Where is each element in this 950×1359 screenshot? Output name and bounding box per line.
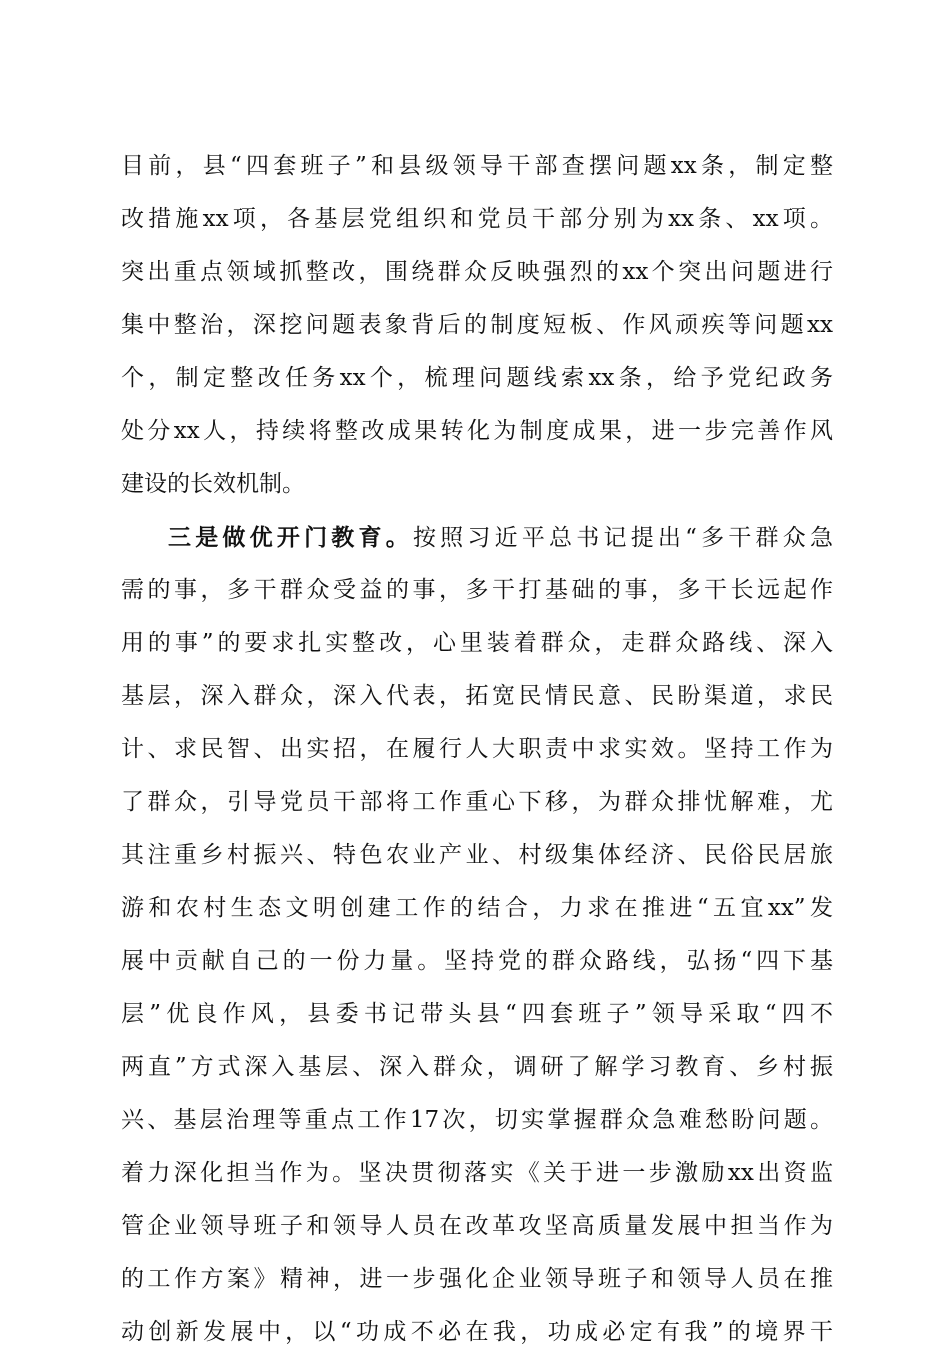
text-line: 展中贡献自己的一份力量。坚持党的群众路线，弘扬“四下基 — [121, 948, 833, 974]
text-line: 集中整治，深挖问题表象背后的制度短板、作风顽疾等问题xx — [121, 312, 833, 338]
text-line: 个，制定整改任务xx个，梳理问题线索xx条，给予党纪政务 — [121, 365, 833, 391]
document-body — [121, 140, 833, 1359]
text-line: 建设的长效机制。 — [121, 471, 305, 497]
text-line: 的工作方案》精神，进一步强化企业领导班子和领导人员在推 — [121, 1266, 833, 1292]
text-line: 动创新发展中，以“功成不必在我，功成必定有我”的境界干 — [121, 1319, 833, 1345]
text-line: 改措施xx项，各基层党组织和党员干部分别为xx条、xx项。 — [121, 206, 833, 232]
text-line: 处分xx人，持续将整改成果转化为制度成果，进一步完善作风 — [121, 418, 833, 444]
text-line: 两直”方式深入基层、深入群众，调研了解学习教育、乡村振 — [121, 1054, 833, 1080]
text-line: 用的事”的要求扎实整改，心里装着群众，走群众路线、深入 — [121, 630, 833, 656]
text-line: 兴、基层治理等重点工作17次，切实掌握群众急难愁盼问题。 — [121, 1107, 833, 1133]
text-line: 目前，县“四套班子”和县级领导干部查摆问题xx条，制定整 — [121, 153, 833, 179]
text-line: 管企业领导班子和领导人员在改革攻坚高质量发展中担当作为 — [121, 1213, 833, 1239]
text-line: 突出重点领域抓整改，围绕群众反映强烈的xx个突出问题进行 — [121, 259, 833, 285]
text-line: 着力深化担当作为。坚决贯彻落实《关于进一步激励xx出资监 — [121, 1160, 833, 1186]
text-line: 层”优良作风，县委书记带头县“四套班子”领导采取“四不 — [121, 1001, 833, 1027]
text-line: 其注重乡村振兴、特色农业产业、村级集体经济、民俗民居旅 — [121, 842, 833, 868]
text-line: 游和农村生态文明创建工作的结合，力求在推进“五宜xx”发 — [121, 895, 833, 921]
paragraph-heading: 三是做优开门教育。 — [168, 524, 413, 551]
text-line: 计、求民智、出实招，在履行人大职责中求实效。坚持工作为 — [121, 736, 833, 762]
text-line: 基层，深入群众，深入代表，拓宽民情民意、民盼渠道，求民 — [121, 683, 833, 709]
paragraph-first-line — [121, 511, 833, 564]
paragraph-first-text: 按照习近平总书记提出“多干群众急 — [412, 525, 833, 551]
text-line: 需的事，多干群众受益的事，多干打基础的事，多干长远起作 — [121, 577, 833, 603]
text-line: 了群众，引导党员干部将工作重心下移，为群众排忧解难，尤 — [121, 789, 833, 815]
